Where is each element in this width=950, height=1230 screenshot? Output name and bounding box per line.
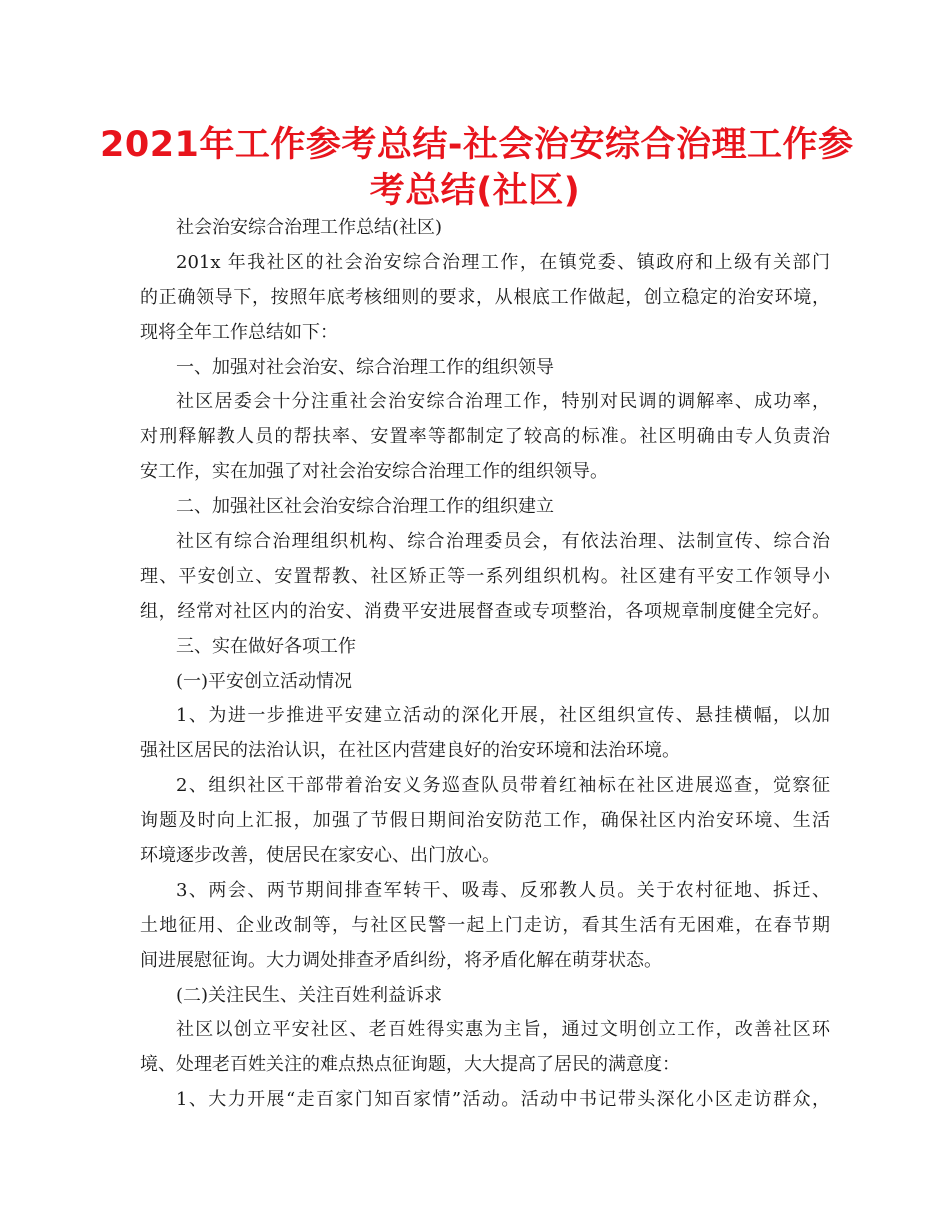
paragraph-line: 理、平安创立、安置帮教、社区矫正等一系列组织机构。社区建有平安工作领导小 [140, 565, 830, 587]
paragraph-line: 安工作，实在加强了对社会治安综合治理工作的组织领导。 [140, 461, 608, 483]
document-body [140, 211, 830, 1118]
section-heading: 一、加强对社会治安、综合治理工作的组织领导 [176, 356, 554, 378]
section-heading: 二、加强社区社会治安综合治理工作的组织建立 [176, 496, 554, 518]
subsection-heading: (一)平安创立活动情况 [176, 670, 353, 692]
paragraph-line: 间进展慰征询。大力调处排查矛盾纠纷，将矛盾化解在萌芽状态。 [140, 949, 662, 971]
paragraph-line: 环境逐步改善，使居民在家安心、出门放心。 [140, 845, 500, 867]
subsection-heading: (二)关注民生、关注百姓利益诉求 [176, 984, 443, 1006]
document-title-line-1: 2021年工作参考总结-社会治安综合治理工作参 [100, 125, 854, 165]
paragraph-line: 询题及时向上汇报，加强了节假日期间治安防范工作，确保社区内治安环境、生活 [140, 810, 830, 832]
paragraph-line: 社区居委会十分注重社会治安综合治理工作，特别对民调的调解率、成功率， [176, 391, 830, 413]
paragraph-line: 社区以创立平安社区、老百姓得实惠为主旨，通过文明创立工作，改善社区环 [176, 1019, 830, 1041]
paragraph-line: 土地征用、企业改制等，与社区民警一起上门走访，看其生活有无困难，在春节期 [140, 914, 830, 936]
paragraph-line: 1、为进一步推进平安建立活动的深化开展，社区组织宣传、悬挂横幅，以加 [176, 705, 830, 727]
paragraph-line: 社区有综合治理组织机构、综合治理委员会，有依法治理、法制宣传、综合治 [176, 531, 830, 553]
paragraph-line: 现将全年工作总结如下： [140, 321, 338, 343]
paragraph-line: 201x 年我社区的社会治安综合治理工作，在镇党委、镇政府和上级有关部门 [176, 251, 830, 273]
paragraph-line: 组，经常对社区内的治安、消费平安进展督查或专项整治，各项规章制度健全完好。 [140, 600, 830, 622]
paragraph-line: 1、大力开展“走百家门知百家情”活动。活动中书记带头深化小区走访群众， [176, 1089, 830, 1111]
section-heading: 三、实在做好各项工作 [176, 635, 356, 657]
paragraph-line: 强社区居民的法治认识，在社区内营建良好的治安环境和法治环境。 [140, 740, 680, 762]
paragraph-line: 2、组织社区干部带着治安义务巡查队员带着红袖标在社区进展巡查，觉察征 [176, 775, 830, 797]
paragraph-line: 的正确领导下，按照年底考核细则的要求，从根底工作做起，创立稳定的治安环境， [140, 286, 830, 308]
subtitle-line: 社会治安综合治理工作总结(社区) [176, 217, 443, 238]
paragraph-line: 对刑释解教人员的帮扶率、安置率等都制定了较高的标准。社区明确由专人负责治 [140, 426, 830, 448]
paragraph-line: 3、两会、两节期间排查军转干、吸毒、反邪教人员。关于农村征地、拆迁、 [176, 879, 830, 901]
paragraph-line: 境、处理老百姓关注的难点热点征询题，大大提高了居民的满意度： [140, 1054, 680, 1076]
document-title-line-2: 考总结(社区) [369, 171, 581, 211]
